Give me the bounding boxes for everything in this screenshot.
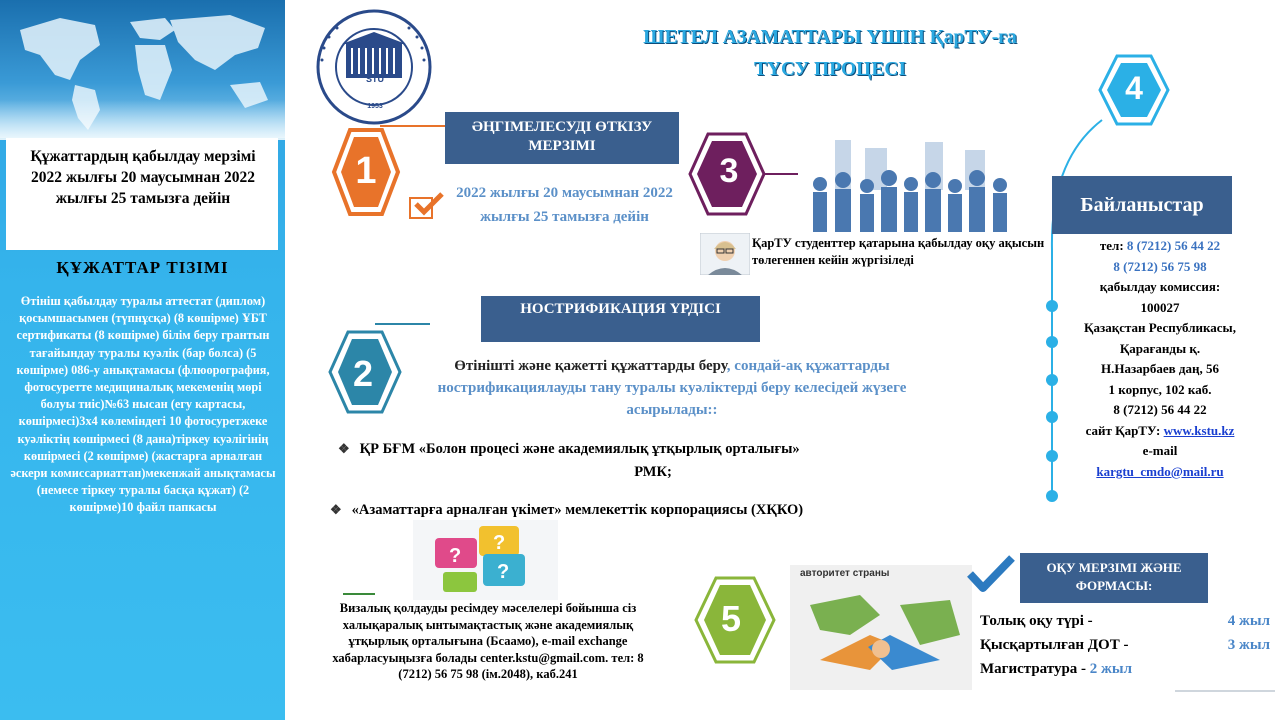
question-bubbles-icon: [413, 520, 558, 600]
bullet-con-text: «Азаматтарға арналған үкімет» мемлекеттік корпорациясы (ХҚКО): [351, 502, 804, 518]
email-label: e-mail: [1142, 443, 1178, 458]
study-row-value: 3 жыл: [1227, 637, 1270, 653]
bullet-con: [330, 502, 960, 519]
step1-number: 1: [355, 150, 377, 192]
step3-text: ҚарТУ студенттер қатарына қабылдау оқу ақысын төлегеннен кейін жүргізіледі: [752, 236, 1045, 267]
nostrification-text-main: Өтінішті және қажетті құжаттарды беру: [454, 358, 727, 374]
interview-period-label: ӘҢГІМЕЛЕСУДІ ӨТКІЗУ МЕРЗІМІ: [445, 112, 679, 164]
site-line: [1050, 421, 1270, 442]
step4-number: 4: [1125, 70, 1143, 106]
email-link[interactable]: kargtu_cmdo@mail.ru: [1096, 463, 1224, 479]
nostrification-text-detail: , сондай-ақ құжаттарды нострификациялауды тану туралы куәліктерді беру келесідей жүзеге асырылады::: [437, 358, 907, 418]
study-period-label: ОҚУ МЕРЗІМІ ЖӘНЕ ФОРМАСЫ:: [1020, 553, 1208, 603]
handshake-image-icon: [790, 565, 972, 690]
visa-support-text: Визалық қолдауды ресімдеу мәселелері бойынша сіз халықаралық ынтымақтастық және академиялық ұтқырлық орталығына (Бсаамо), e-mail exchange хабарласуыңызға болады center.kstu@gmail.com. тел: 8 (7212) 56 75 98 (ім.2048), каб.241: [332, 601, 644, 681]
postcode: 100027: [1140, 299, 1180, 315]
step2-number: 2: [352, 353, 374, 394]
commission-label: қабылдау комиссия:: [1099, 279, 1221, 294]
student-avatar-icon: [700, 233, 750, 275]
interview-dates: 2022 жылғы 20 маусымнан 2022 жылғы 25 тамызға дейін: [456, 185, 673, 225]
site-link[interactable]: www.kstu.kz: [1163, 422, 1235, 438]
building: 1 корпус, 102 каб.: [1108, 381, 1212, 397]
city: Қарағанды қ.: [1119, 340, 1201, 356]
documents-deadline: Құжаттардың қабылдау мерзімі 2022 жылғы 20 маусымнан 2022 жылғы 25 тамызға дейін: [30, 148, 256, 207]
study-row-full: [980, 609, 1270, 633]
contacts-label: Байланыстар: [1052, 176, 1232, 234]
step5-number: 5: [720, 598, 742, 639]
bullet-bologna-text: ҚР БҒМ «Болон процесі және академиялық ұтқырлық орталығы»: [359, 441, 800, 457]
logo-abbr: STU: [366, 74, 384, 84]
contact-tel-line: [1050, 236, 1270, 257]
diamond-bullet-icon: ❖: [330, 502, 342, 517]
bullet-bologna: [338, 437, 948, 484]
study-row-name: Қысқартылған ДОТ -: [980, 637, 1129, 653]
crowd-image-icon: [805, 140, 1020, 232]
bullet-bologna-text-end: РМК;: [634, 464, 672, 480]
checkmark-icon: [965, 552, 1017, 594]
step3-number: 3: [719, 152, 739, 190]
diamond-bullet-icon: ❖: [338, 441, 350, 456]
street: Н.Назарбаев даң, 56: [1100, 361, 1220, 376]
svg-text:?: ?: [493, 532, 506, 554]
page-title-line1: ШЕТЕЛ АЗАМАТТАРЫ ҮШІН ҚарТУ-ға: [643, 27, 1017, 48]
documents-list-heading: ҚҰЖАТТАР ТІЗІМІ: [56, 258, 229, 277]
page-title: [540, 22, 1120, 86]
study-row-value: 2 жыл: [1089, 661, 1133, 677]
site-label: сайт ҚарТУ:: [1085, 422, 1161, 438]
tel-label: тел:: [1099, 238, 1124, 253]
svg-text:?: ?: [497, 561, 510, 583]
nostrification-text: [412, 355, 932, 421]
study-forms: [980, 609, 1270, 681]
study-row-name: Магистратура -: [980, 661, 1087, 677]
page-title-line2: ТҮСУ ПРОЦЕСІ: [753, 59, 907, 80]
study-row-name: Толық оқу түрі -: [980, 613, 1093, 629]
divider: [343, 593, 375, 595]
study-row-short: [980, 633, 1270, 657]
divider: [1175, 690, 1275, 692]
svg-text:?: ?: [449, 545, 462, 567]
logo-year: 1953: [367, 103, 383, 110]
documents-list: Өтініш қабылдау туралы аттестат (диплом) қосымшасымен (түпнұсқа) (8 көшірме) ҰБТ сертификаты (8 көшірме) білім беру грантын тағайындау туралы куәлік (бар болса) (5 көшірме) 086-у анықтамасы (флюорография, фотосуретте медициналық мекеменің мөрі болуы тиіс)№63 нысан (егу картасы, көшірмесі)3х4 көлеміндегі 10 фотосуретжеке куәліктің көшірмесі (8 дана)тіркеу куәлігінің көшірмесі (2 көшірме) (жастарға арналған әскери комиссариаттан)мекенжай анықтамасы (немесе тіркеу туралы басқа құжат) (2 көшірме)10 файл папкасы: [10, 294, 276, 515]
commission-phone: 8 (7212) 56 44 22: [1113, 402, 1207, 417]
handshake-caption: авторитет страны: [800, 568, 890, 579]
study-row-master: [980, 657, 1270, 681]
contacts-info: [1050, 236, 1270, 482]
study-row-value: 4 жыл: [1227, 613, 1270, 629]
country: Қазақстан Республикасы,: [1084, 320, 1236, 335]
tel-number-2: 8 (7212) 56 75 98: [1113, 258, 1207, 274]
tel-number: 8 (7212) 56 44 22: [1126, 238, 1221, 253]
nostrification-label: НОСТРИФИКАЦИЯ ҮРДІСІ: [481, 296, 760, 342]
banner-glow: [0, 100, 285, 140]
